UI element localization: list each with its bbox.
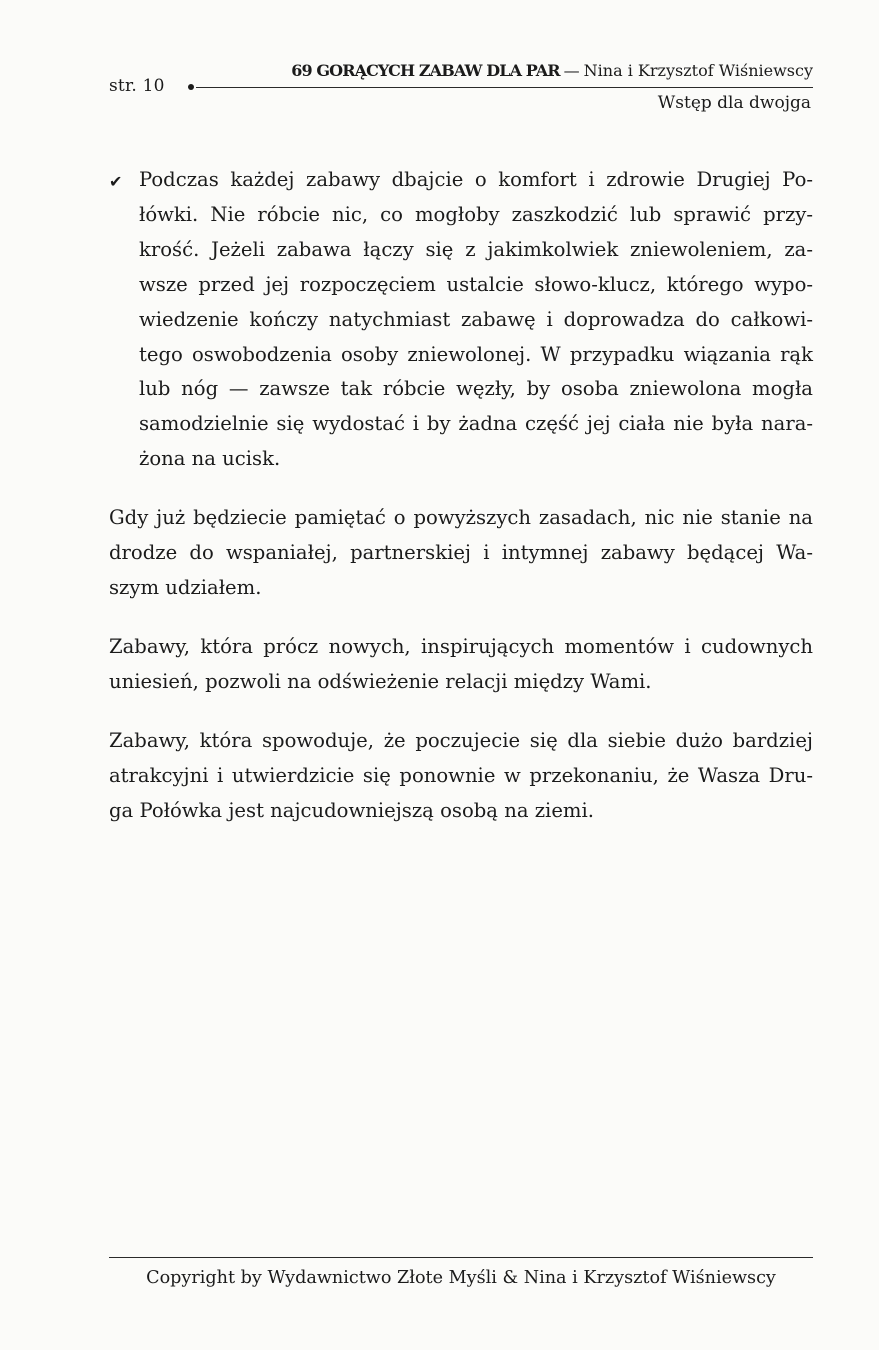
running-header: [291, 61, 813, 80]
text-line: tego oswobodzenia osoby zniewolonej. W przypadku wiązania rąk: [139, 342, 813, 366]
text-line: Zabawy, która spowoduje, że poczujecie się dla siebie dużo bardziej: [109, 728, 813, 752]
text-line: wiedzenie kończy natychmiast zabawę i doprowadza do całkowi-: [139, 307, 813, 331]
header-bullet-dot: [188, 84, 194, 90]
checkmark-icon: ✔: [109, 172, 123, 191]
rule-bullet: [109, 163, 813, 477]
book-title: 69 GORĄCYCH ZABAW DLA PAR: [291, 61, 560, 80]
text-line: łówki. Nie róbcie nic, co mogłoby zaszkodzić lub sprawić przy-: [139, 202, 813, 226]
text-line: wsze przed jej rozpoczęciem ustalcie słowo-klucz, którego wypo-: [139, 272, 813, 296]
text-line: Gdy już będziecie pamiętać o powyższych zasadach, nic nie stanie na: [109, 506, 813, 530]
page-content: [109, 163, 813, 828]
text-line: drodze do wspaniałej, partnerskiej i intymnej zabawy będącej Wa-: [109, 541, 813, 565]
page-number: str. 10: [109, 76, 165, 96]
text-line: krość. Jeżeli zabawa łączy się z jakimkolwiek zniewoleniem, za-: [139, 237, 813, 261]
header-authors: Nina i Krzysztof Wiśniewscy: [583, 61, 813, 80]
paragraph-3: [109, 724, 813, 829]
footer-rule: [109, 1257, 813, 1258]
header-rule: [196, 87, 813, 88]
header-separator: —: [563, 61, 580, 80]
text-line: uniesień, pozwoli na odświeżenie relacji między Wami.: [109, 669, 652, 693]
paragraph-1: [109, 501, 813, 606]
text-line: Podczas każdej zabawy dbajcie o komfort i zdrowie Drugiej Po-: [139, 168, 813, 191]
text-line: szym udziałem.: [109, 575, 262, 599]
text-line: ga Połówka jest najcudowniejszą osobą na ziemi.: [109, 798, 594, 822]
text-line: żona na ucisk.: [139, 447, 281, 471]
text-line: samodzielnie się wydostać i by żadna część jej ciała nie była nara-: [139, 412, 813, 436]
text-line: Zabawy, która prócz nowych, inspirujących momentów i cudownych: [109, 634, 813, 658]
chapter-title: Wstęp dla dwojga: [657, 93, 811, 113]
paragraph-2: [109, 630, 813, 700]
text-line: atrakcyjni i utwierdzicie się ponownie w przekonaniu, że Wasza Dru-: [109, 763, 813, 787]
text-line: lub nóg — zawsze tak róbcie węzły, by osoba zniewolona mogła: [139, 377, 813, 401]
copyright-notice: Copyright by Wydawnictwo Złote Myśli & Nina i Krzysztof Wiśniewscy: [146, 1268, 776, 1288]
